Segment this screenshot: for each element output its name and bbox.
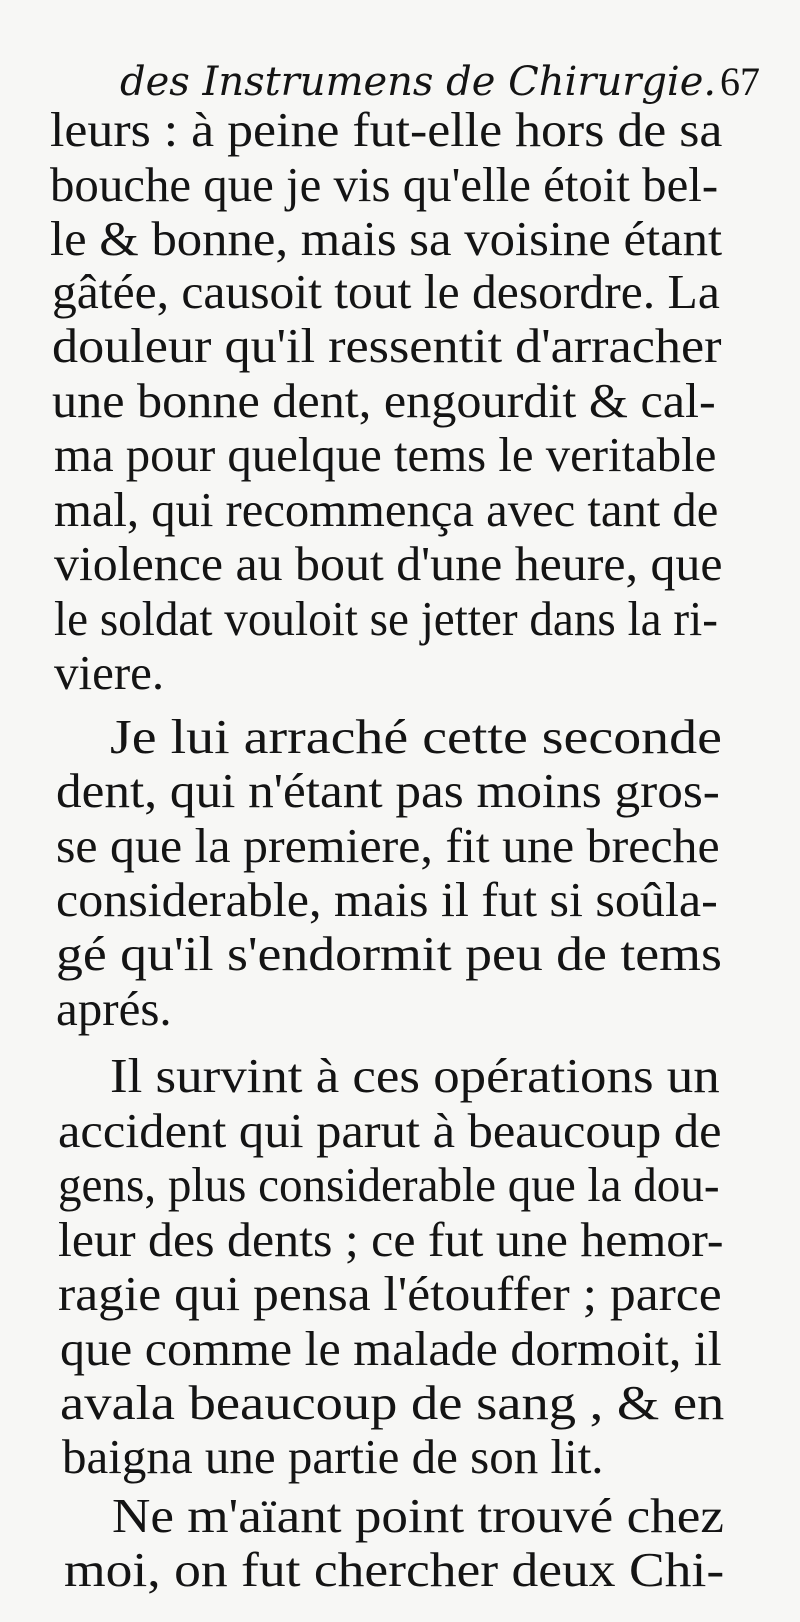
text-line: leurs : à peine fut-elle hors de sa xyxy=(50,102,723,157)
text-line: mal, qui recommença avec tant de xyxy=(54,481,719,537)
running-title: des Instrumens de Chirurgie. xyxy=(120,59,717,105)
text-line: le & bonne, mais sa voisine étant xyxy=(50,211,723,266)
text-line: que comme le malade dormoit, il xyxy=(60,1320,722,1376)
text-line: gens, plus considerable que la dou- xyxy=(58,1157,720,1212)
page-number: 67 xyxy=(720,59,760,104)
text-line: gé qu'il s'endormit peu de tems xyxy=(56,926,722,982)
text-line: le soldat vouloit se jetter dans la ri- xyxy=(54,590,718,646)
text-line: accident qui parut à beaucoup de xyxy=(58,1102,722,1158)
text-line: moi, on fut chercher deux Chi- xyxy=(64,1542,725,1597)
text-line: avala beaucoup de sang , & en xyxy=(60,1374,725,1430)
text-line: ragie qui pensa l'étouffer ; parce xyxy=(58,1266,722,1321)
text-line: dent, qui n'étant pas moins gros- xyxy=(56,763,720,818)
text-line: Je lui arraché cette seconde xyxy=(110,708,722,764)
text-line: Il survint à ces opérations un xyxy=(110,1048,720,1104)
text-line: aprés. xyxy=(56,980,172,1036)
text-line: douleur qu'il ressentit d'arracher xyxy=(52,318,722,374)
text-line: leur des dents ; ce fut une hemor- xyxy=(58,1211,724,1267)
text-line: violence au bout d'une heure, que xyxy=(54,536,723,591)
text-line: baigna une partie de son lit. xyxy=(62,1429,604,1485)
text-line: bouche que je vis qu'elle étoit bel- xyxy=(50,156,719,212)
text-line: se que la premiere, fit une breche xyxy=(56,817,720,873)
text-line: considerable, mais il fut si soûla- xyxy=(56,871,718,927)
text-line: ma pour quelque tems le veritable xyxy=(54,427,717,482)
text-line: gâtée, causoit tout le desordre. La xyxy=(52,263,720,319)
text-line: viere. xyxy=(54,645,165,700)
text-line: une bonne dent, engourdit & cal- xyxy=(52,372,716,428)
text-line: Ne m'aïant point trouvé chez xyxy=(112,1487,724,1543)
